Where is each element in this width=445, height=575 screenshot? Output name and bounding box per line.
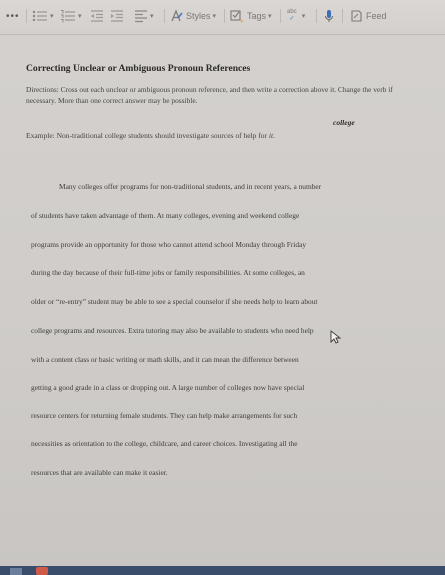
spelling-button[interactable] [287, 8, 305, 24]
tags-button[interactable]: Tags ▾ [230, 8, 272, 24]
toolbar-separator [280, 9, 281, 23]
increase-indent-button[interactable] [110, 8, 124, 24]
directions-text: Directions: Cross out each unclear or ambiguous pronoun reference, and then write a correction above it. Change the verb if necessary. More than one correct answer may be possible. [26, 85, 393, 105]
example-sentence: Example: Non-traditional college students should investigate sources of help for it. [26, 131, 275, 140]
dictate-button[interactable] [324, 8, 334, 24]
taskbar [0, 566, 445, 575]
chevron-down-icon: ▾ [150, 13, 154, 20]
feed-button[interactable]: Feed [350, 8, 387, 24]
align-left-icon [134, 9, 148, 23]
paragraph-align-button[interactable] [134, 8, 154, 24]
taskbar-app-icon[interactable] [10, 568, 22, 575]
numbered-list-button[interactable] [60, 8, 82, 24]
bulleted-list-button[interactable] [32, 8, 54, 24]
bulleted-list-icon [32, 9, 48, 23]
example-pronoun: it [268, 131, 274, 140]
paragraph-line: Many colleges offer programs for non-traditional students, and in recent years, a number [59, 182, 322, 191]
example-correction: college [333, 118, 355, 127]
paragraph-line: getting a good grade in a class or dropping out. A large number of colleges now have special [31, 383, 305, 392]
toolbar-separator [316, 9, 317, 23]
chevron-down-icon: ▾ [78, 13, 82, 20]
chevron-down-icon: ▾ [212, 13, 217, 20]
toolbar-separator [164, 9, 165, 23]
toolbar-separator [224, 9, 225, 23]
feed-icon [350, 9, 363, 23]
mouse-pointer-icon [330, 330, 342, 344]
spelling-check-icon: abc ✓ [287, 9, 297, 22]
example-text: Example: Non-traditional college students should investigate sources of help for [26, 131, 267, 140]
paragraph-line: college programs and resources. Extra tutoring may also be available to students who need help [31, 326, 314, 335]
toolbar-separator [26, 9, 27, 23]
toolbar-separator [342, 9, 343, 23]
styles-icon [170, 9, 183, 23]
decrease-indent-button[interactable] [90, 8, 104, 24]
document-page[interactable] [0, 35, 445, 565]
page-title: Correcting Unclear or Ambiguous Pronoun References [26, 63, 251, 74]
increase-indent-icon [110, 9, 124, 23]
more-options-button[interactable]: ••• [6, 10, 20, 22]
paragraph-line: older or “re-entry” student may be able to see a special counselor if she needs help to learn about [31, 297, 318, 306]
paragraph-line: during the day because of their full-time jobs or family responsibilities. At some colleges, an [31, 268, 305, 277]
ribbon-toolbar [0, 0, 445, 35]
tag-checkbox-icon [230, 9, 244, 23]
decrease-indent-icon [90, 9, 104, 23]
styles-button[interactable]: Styles ▾ [170, 8, 216, 24]
taskbar-app-icon[interactable] [36, 567, 48, 575]
microphone-icon [324, 9, 334, 23]
chevron-down-icon: ▾ [301, 13, 306, 20]
paragraph-line: necessities as orientation to the college, childcare, and career choices. Investigating all the [31, 439, 298, 448]
chevron-down-icon: ▾ [50, 13, 54, 20]
paragraph-line: with a content class or basic writing or math skills, and it can mean the difference between [31, 355, 299, 364]
paragraph-line: resource centers for returning female students. They can help make arrangements for such [31, 411, 298, 420]
paragraph-line: programs provide an opportunity for those who cannot attend school Monday through Friday [31, 240, 307, 249]
numbered-list-icon [60, 9, 76, 23]
chevron-down-icon: ▾ [268, 13, 272, 20]
paragraph-line: of students have taken advantage of them. At many colleges, evening and weekend college [31, 211, 300, 220]
paragraph-line: resources that are available can make it easier. [31, 468, 168, 477]
